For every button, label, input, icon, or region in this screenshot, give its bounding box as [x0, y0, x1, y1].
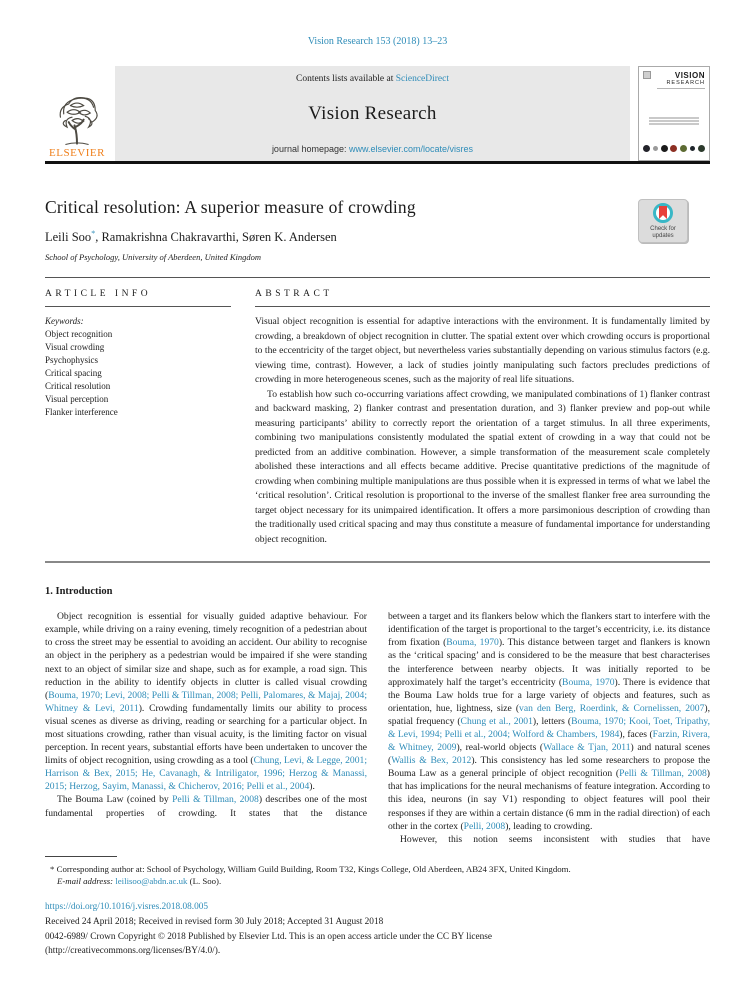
email-note [45, 875, 710, 887]
journal-cover-thumbnail[interactable] [638, 66, 710, 161]
keyword: Object recognition [45, 329, 113, 340]
inline-link[interactable]: Wallis & Bex, 2012 [391, 755, 472, 767]
right-column [388, 610, 710, 846]
keyword: Flanker interference [45, 407, 118, 418]
corresponding-author-note [45, 863, 710, 875]
inline-link[interactable]: Pelli, 2008 [463, 820, 506, 832]
footnote [45, 856, 710, 887]
journal-homepage-link[interactable]: www.elsevier.com/locate/visres [349, 144, 474, 154]
cover-text-lines [643, 117, 705, 125]
cover-title [643, 71, 705, 89]
info-abstract-block [45, 277, 710, 563]
body-paragraph [45, 793, 367, 819]
keyword: Critical spacing [45, 368, 102, 379]
text-segment: ). Crowding fundamentally limits our ability to process visual scenes as diverse as driving, reading or searching for a particular object. In most situations crowding, rather than visual acuity, is the limiting factor on visual perception. In recent years, substantial efforts have been undertaken to uncover the limits of object recognition, using crowding as a tool ( [45, 702, 367, 767]
journal-title: Vision Research [308, 103, 437, 124]
keywords-label: Keywords: [45, 316, 84, 327]
abstract-column [255, 289, 710, 547]
inline-link[interactable]: Bouma, 1970; Kooi, Toet, Tripathy, & Levi, 1994; Pelli et al., 2004; Wolford & Chambers, 1984 [388, 715, 710, 740]
divider [45, 306, 231, 307]
inline-link[interactable]: Chung, Levi, & Legge, 2001; Harrison & Bex, 2015; He, Cavanagh, & Intriligator, 1996; Herzog & Manassi, 2015; Herzog, Sayim, Manassi, & Chicherov, 2016; Pelli et al., 2004 [45, 755, 367, 793]
journal-banner [115, 66, 630, 161]
contents-prefix: Contents lists available at [295, 74, 396, 84]
left-column [45, 610, 367, 846]
inline-link[interactable]: * [91, 229, 96, 238]
text-segment: * Corresponding author at: School of Psychology, William Guild Building, Room T32, Kings College, Old Aberdeen, AB24 3FX, United Kingdom. [50, 863, 571, 874]
crossmark-icon [653, 203, 673, 223]
divider [255, 306, 710, 307]
text-segment: However, this notion seems inconsistent with studies that have [400, 833, 710, 845]
body-paragraph [388, 833, 710, 846]
journal-citation: Vision Research 153 (2018) 13–23 [307, 36, 448, 47]
cover-logo-icon [643, 71, 651, 79]
doi-link[interactable]: https://doi.org/10.1016/j.visres.2018.08.005 [45, 901, 209, 912]
keyword: Visual crowding [45, 342, 105, 353]
text-segment: ) describes one of the most fundamental properties of crowding. It states that the distance [45, 794, 367, 819]
text-segment: ), spatial frequency ( [388, 702, 710, 727]
text-segment: ). [309, 781, 315, 793]
inline-link[interactable]: Bouma, 1970 [562, 676, 615, 688]
journal-header [45, 66, 710, 161]
body-paragraph [388, 610, 710, 833]
text-segment: ). There is evidence that the Bouma Law holds true for a large variety of objects and features, such as orientation, hue, lightness, size ( [388, 676, 710, 714]
copyright-line: 0042-6989/ Crown Copyright © 2018 Published by Elsevier Ltd. This is an open access article under the CC BY license [45, 931, 493, 942]
abstract-heading: ABSTRACT [255, 289, 333, 300]
footnote-divider [45, 856, 117, 857]
article-title: Critical resolution: A superior measure of crowding [45, 197, 416, 217]
cover-title-line1: VISION [674, 71, 705, 80]
body-paragraph [45, 610, 367, 793]
homepage-prefix: journal homepage: [271, 144, 349, 154]
text-segment: ), leading to crowding. [505, 820, 593, 832]
keyword: Critical resolution [45, 381, 111, 392]
text-segment: ) and natural scenes ( [388, 742, 710, 767]
homepage-line [115, 144, 630, 154]
body-columns [45, 610, 710, 846]
cover-divider [657, 88, 705, 89]
received-dates: Received 24 April 2018; Received in revised form 30 July 2018; Accepted 31 August 2018 [45, 917, 384, 928]
section-heading-introduction: 1. Introduction [45, 586, 113, 598]
inline-link[interactable]: Pelli & Tillman, 2008 [172, 794, 259, 806]
text-segment: ), letters ( [532, 715, 572, 727]
abstract-paragraph: To establish how such co-occurring variations affect crowding, we manipulated combinations of 1) flanker contrast and backward masking, 2) flanker contrast and presentation duration, and 3) flanker preview and pop-out while measuring participants’ ability to correctly report the orientation of a target stimulus. In all three experiments, combining two manipulations consistently modulated the spatial extent of crowding in a way that could not be predicted from an additive combination. However, a simple transformation of the measurement scale completely abolished these interactions and all effects became additive. Precise quantitative predictions of the magnitude of crowding when combining multiple manipulations are thus possible when it is expressed in terms of what we label the ‘critical resolution’. Critical resolution is proportional to the inverse of the smallest flanker free area surrounding the target object necessary for its unimpaired identification. It offers a more parsimonious description of crowding than the traditionally used critical spacing and may thus constitute a measure of fundamental importance for understanding object recognition. [255, 388, 710, 545]
text-segment: ). This distance between target and flankers is known as the ‘critical spacing’ and is considered to be the measure that best characterises the interference between nearby objects. It was initially reported to be approximately half the target’s eccentricity ( [388, 637, 710, 688]
bookmark-icon [659, 206, 667, 219]
sciencedirect-link[interactable]: ScienceDirect [395, 74, 449, 84]
text-segment: (L. Soo). [187, 875, 222, 886]
license-line: (http://creativecommons.org/licenses/BY/4.0/). [45, 946, 221, 957]
inline-link[interactable]: Bouma, 1970; Levi, 2008; Pelli & Tillman, 2008; Pelli, Palomares, & Majaj, 2004; Whitney & Levi, 2011 [45, 689, 367, 714]
inline-link[interactable]: Farzin, Rivera, & Whitney, 2009 [388, 729, 710, 754]
inline-link[interactable]: Wallace & Tjan, 2011 [543, 742, 631, 754]
text-segment: Object recognition is essential for visually guided adaptive behaviour. For example, while driving on a rainy evening, timely recognition of a pedestrian about to cross the street may be essential to avoiding an accident. Our ability to recognise an object in the periphery as a pedestrian would be impaired if she were standing next to an object of similar size and shape, such as for example, a road sign. This reduction in the ability to identify objects in clutter is called visual crowding ( [45, 611, 367, 701]
inline-link[interactable]: leilisoo@abdn.ac.uk [115, 875, 188, 886]
keyword: Visual perception [45, 394, 109, 405]
text-segment: ). This consistency has led some researchers to propose the Bouma Law as a general principle of object recognition ( [388, 755, 710, 780]
affiliation: School of Psychology, University of Aberdeen, United Kingdom [45, 252, 262, 263]
header-rule [45, 161, 710, 164]
text-segment: The Bouma Law (coined by [57, 794, 173, 806]
badge-label: Check for updates [650, 226, 676, 239]
text-segment: , Ramakrishna Chakravarthi, Søren K. Andersen [95, 230, 337, 245]
text-segment: E-mail address: [57, 875, 116, 886]
text-segment: ), faces ( [619, 729, 653, 740]
authors [45, 229, 710, 245]
cover-title-line2: RESEARCH [666, 80, 705, 86]
text-segment: Leili Soo [45, 230, 92, 245]
inline-link[interactable]: van den Berg, Roerdink, & Cornelissen, 2007 [519, 702, 705, 714]
text-segment: ), real-world objects ( [456, 742, 544, 754]
article-info-heading: ARTICLE INFO [45, 289, 152, 300]
abstract-paragraph: Visual object recognition is essential for adaptive interactions with the environment. It is fundamentally limited by crowding, a breakdown of object recognition in clutter. The spatial extent over which crowding occurs is proportional to the eccentricity of the target object, but nevertheless varies substantially depending on various stimulus factors (e.g. viewing time, contrast). However, a lack of studies jointly manipulating such factors precludes predictions of crowding in more heterogeneous scenes, such as the majority of real life situations. [255, 316, 710, 386]
elsevier-logo [45, 66, 109, 161]
contents-line [115, 74, 630, 84]
inline-link[interactable]: Chung et al., 2001 [460, 715, 533, 727]
inline-link[interactable]: Bouma, 1970 [446, 637, 499, 649]
article-info-column [45, 289, 241, 547]
elsevier-wordmark: ELSEVIER [49, 147, 105, 159]
cover-eye-dots [643, 145, 705, 152]
check-for-updates-badge[interactable] [638, 199, 688, 243]
keyword: Psychophysics [45, 355, 99, 366]
elsevier-tree-icon [52, 89, 102, 147]
article-footer [45, 900, 710, 959]
text-segment: between a target and its flankers below which the flankers start to interfere with the identification of the target is proportional to the target’s eccentricity, i.e. its distance from fixation ( [388, 611, 710, 649]
text-segment: ) that has implications for the neural mechanisms of feature integration. According to this idea, neurons (in say V1) responding to object features will pool their responses if they are within a certain distance (6 mm in the radial direction) of each other in the cortex ( [388, 768, 710, 832]
inline-link[interactable]: Pelli & Tillman, 2008 [619, 768, 707, 780]
